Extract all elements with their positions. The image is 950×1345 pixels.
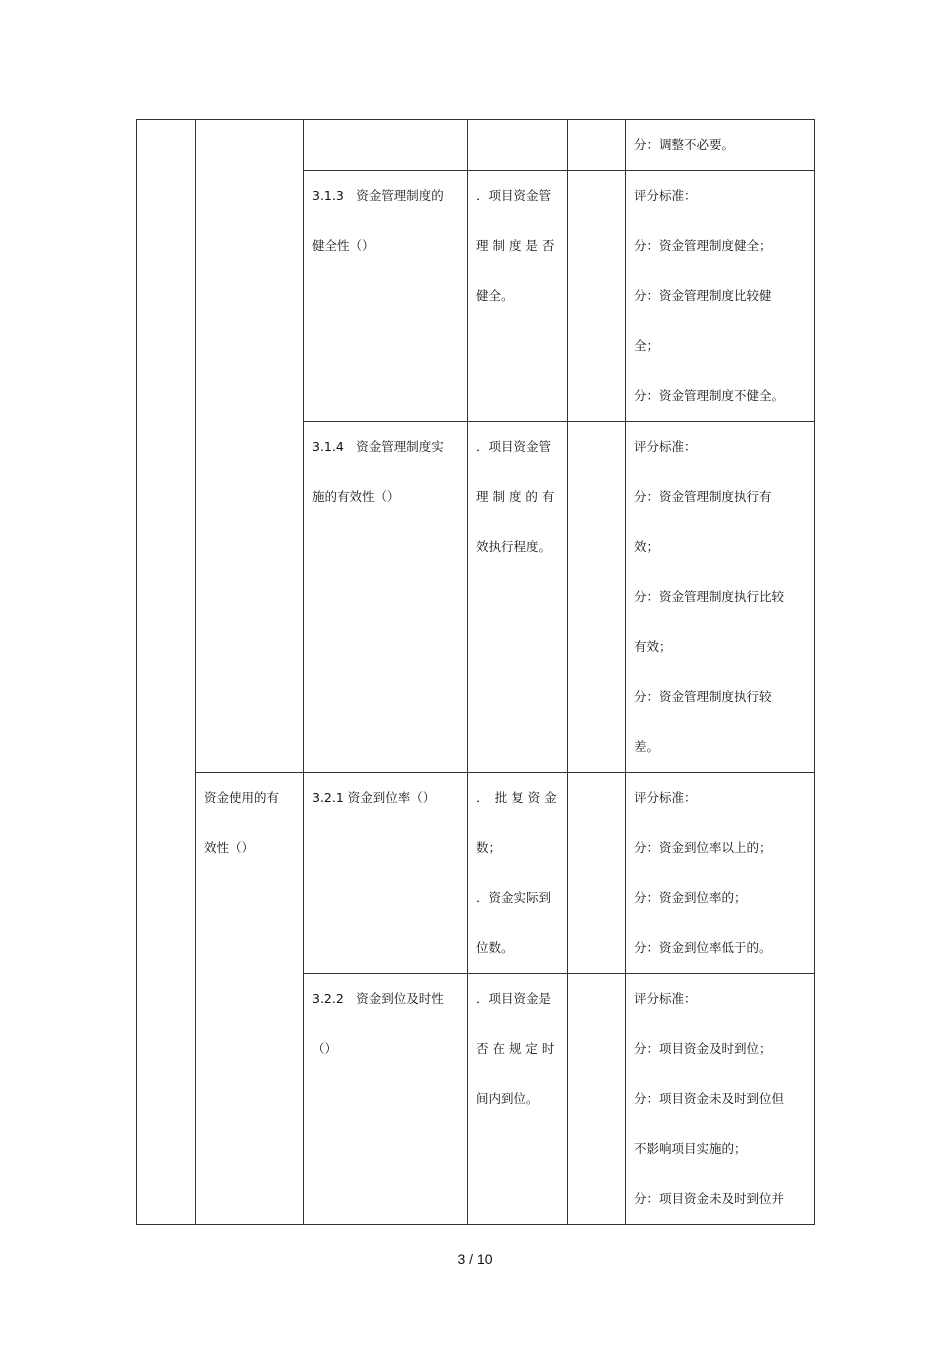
criteria-line: 评分标准：	[634, 439, 697, 454]
criteria-line: 有效；	[634, 639, 672, 654]
indicator-line: 3.1.4 资金管理制度实	[312, 439, 444, 454]
content-cell	[468, 422, 568, 773]
criteria-line: 分：资金到位率低于的。	[634, 940, 772, 955]
content-cell	[468, 171, 568, 422]
criteria-line: 分：项目资金及时到位；	[634, 1041, 772, 1056]
criteria-line: 分：资金管理制度比较健	[634, 288, 772, 303]
category-cell	[196, 773, 304, 1225]
content-line: 效执行程度。	[476, 539, 552, 554]
page-number: 3 / 10	[457, 1251, 493, 1267]
content-line: 否 在 规 定 时	[476, 1041, 555, 1056]
level2-cell	[196, 120, 304, 773]
criteria-line: 效；	[634, 539, 660, 554]
category-line: 资金使用的有	[204, 790, 280, 805]
criteria-line: 分：项目资金未及时到位并	[634, 1191, 785, 1206]
indicator-cell	[304, 974, 468, 1225]
criteria-line: 评分标准：	[634, 790, 697, 805]
table-row	[137, 773, 815, 974]
indicator-line: 施的有效性（）	[312, 489, 400, 504]
indicator-line: 健全性（）	[312, 238, 375, 253]
criteria-line: 差。	[634, 739, 660, 754]
content-line: 间内到位。	[476, 1091, 539, 1106]
criteria-line: 分：资金管理制度执行有	[634, 489, 772, 504]
score-cell	[568, 773, 626, 974]
criteria-line: 分：资金管理制度健全；	[634, 238, 772, 253]
indicator-line: （）	[312, 1041, 338, 1056]
criteria-line: 评分标准：	[634, 991, 697, 1006]
criteria-line: 分：资金到位率以上的；	[634, 840, 772, 855]
content-cell	[468, 120, 568, 171]
content-line: ．项目资金是	[476, 991, 552, 1006]
content-line: 理 制 度 是 否	[476, 238, 555, 253]
indicator-line: 3.2.2 资金到位及时性	[312, 991, 444, 1006]
content-line: ．资金实际到	[476, 890, 552, 905]
indicator-line: 3.1.3 资金管理制度的	[312, 188, 444, 203]
content-line: 理 制 度 的 有	[476, 489, 555, 504]
content-line: ．项目资金管	[476, 188, 552, 203]
criteria-line: 评分标准：	[634, 188, 697, 203]
content-line: ．项目资金管	[476, 439, 552, 454]
criteria-line: 分：项目资金未及时到位但	[634, 1091, 785, 1106]
category-line: 效性（）	[204, 840, 255, 855]
criteria-cell	[626, 422, 815, 773]
criteria-line: 分：调整不必要。	[634, 137, 735, 152]
score-cell	[568, 422, 626, 773]
content-line: 数；	[476, 840, 502, 855]
criteria-cell	[626, 120, 815, 171]
criteria-line: 分：资金管理制度执行较	[634, 689, 772, 704]
table-row	[137, 120, 815, 171]
indicator-cell	[304, 120, 468, 171]
content-line: ． 批 复 资 金	[476, 790, 557, 805]
criteria-cell	[626, 773, 815, 974]
content-line: 健全。	[476, 288, 514, 303]
criteria-line: 分：资金管理制度不健全。	[634, 388, 785, 403]
criteria-cell	[626, 974, 815, 1225]
indicator-cell	[304, 422, 468, 773]
indicator-cell	[304, 773, 468, 974]
criteria-line: 分：资金到位率的；	[634, 890, 747, 905]
criteria-line: 分：资金管理制度执行比较	[634, 589, 785, 604]
score-cell	[568, 974, 626, 1225]
score-cell	[568, 120, 626, 171]
indicator-cell	[304, 171, 468, 422]
content-cell	[468, 773, 568, 974]
content-line: 位数。	[476, 940, 514, 955]
criteria-line: 全；	[634, 338, 660, 353]
criteria-line: 不影响项目实施的；	[634, 1141, 747, 1156]
indicator-line: 3.2.1 资金到位率（）	[312, 790, 436, 805]
content-cell	[468, 974, 568, 1225]
level1-cell	[137, 120, 196, 1225]
score-cell	[568, 171, 626, 422]
evaluation-table	[136, 119, 815, 1225]
criteria-cell	[626, 171, 815, 422]
